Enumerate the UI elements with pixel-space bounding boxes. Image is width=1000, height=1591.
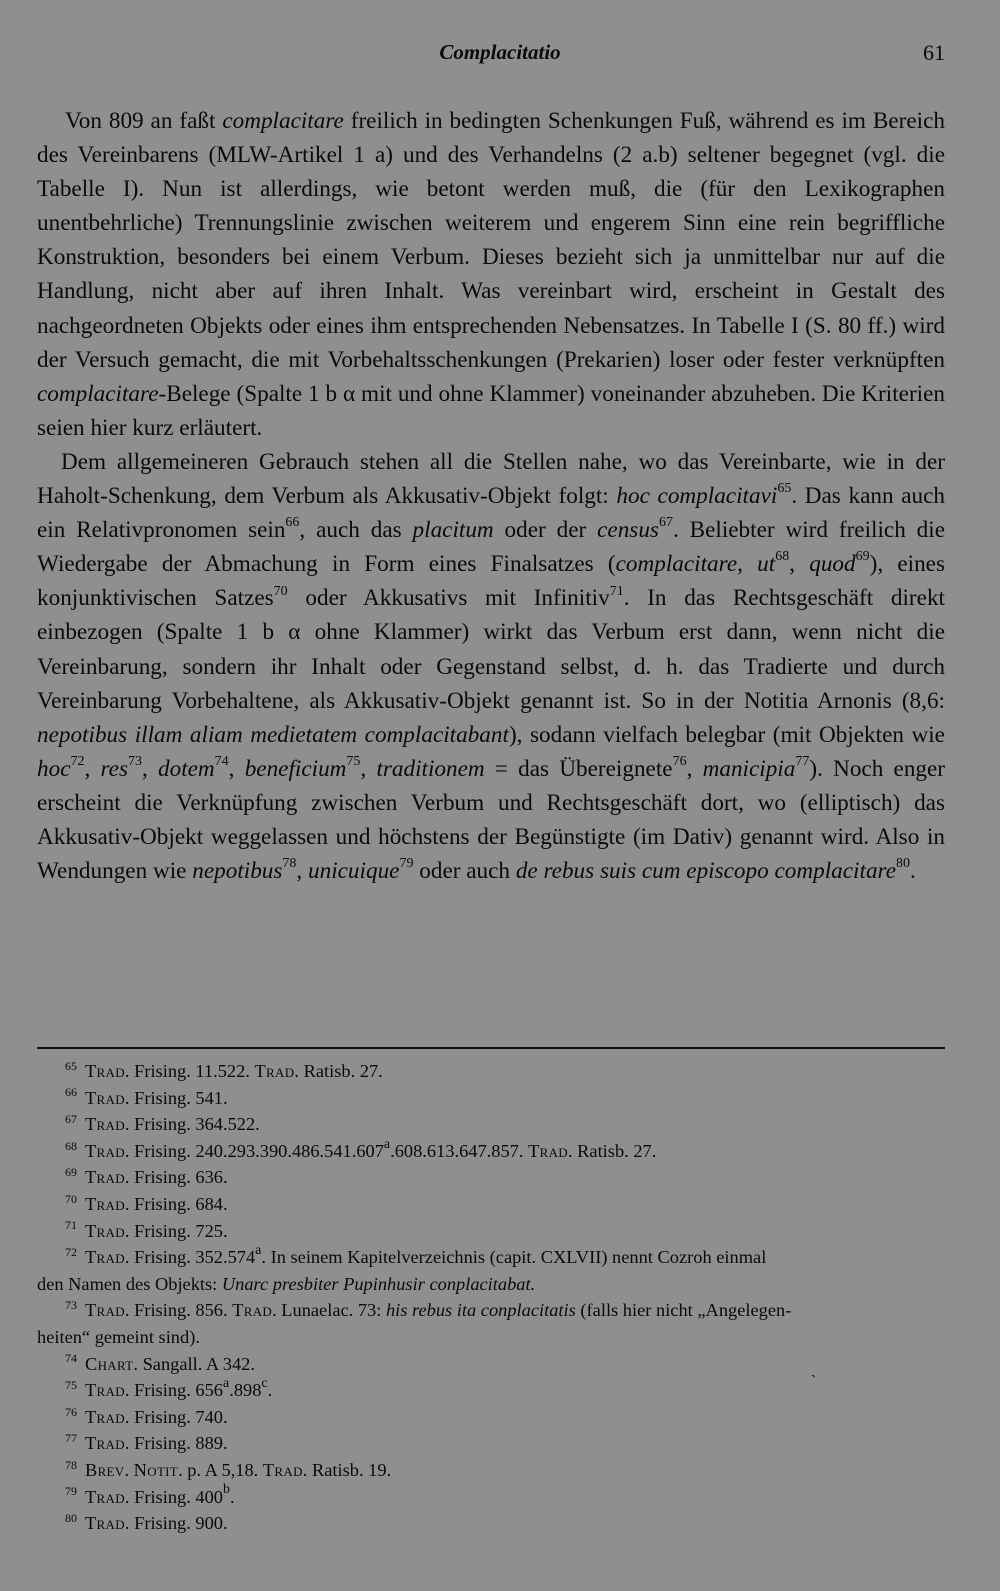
text-run: . Lunaelac. 73: xyxy=(272,1300,386,1321)
footnote-67: 67 Trad. Frising. 364.522. xyxy=(65,1112,260,1135)
footnote-76: 76 Trad. Frising. 740. xyxy=(65,1404,228,1427)
text-run: . Frising. 900. xyxy=(124,1513,228,1534)
text-run-italic: hoc xyxy=(37,755,71,782)
footnote-73: 73 Trad. Frising. 856. Trad. Lunaelac. 73: his rebus ita conplacitatis (falls hier nicht „Angelegen- heiten“ gemeint sind). xyxy=(37,1297,945,1350)
text-run: -Belege (Spalte 1 b α mit und ohne Klammer) voneinander abzuheben. Die Kriterien seien hier kurz erläutert. xyxy=(37,380,945,441)
text-run: Dem allgemeineren Gebrauch stehen all die Stellen nahe, wo das Vereinbarte, wie in der Haholt-Schenkung, dem Verbum als Akkusativ-Objekt folgt: xyxy=(37,448,945,510)
abbrev: Trad xyxy=(85,1380,125,1401)
stray-mark: ˋ xyxy=(811,1373,817,1390)
text-run: . Das kann auch ein Relativpronomen sein xyxy=(37,483,945,544)
footnote-ref: 65 xyxy=(777,481,792,497)
abbrev: Trad xyxy=(528,1140,568,1161)
text-run: . Ratisb. 19. xyxy=(302,1459,392,1480)
text-run-italic: manicipia xyxy=(702,755,796,782)
footnote-80: 80 Trad. Frising. 900. xyxy=(65,1510,228,1534)
text-run: . xyxy=(267,1380,273,1401)
text-run-italic: complacitare, ut xyxy=(615,551,776,578)
footnote-ref: 70 xyxy=(273,583,288,599)
text-run: . Frising. 364.522. xyxy=(124,1114,260,1135)
footnote-continuation: heiten“ gemeint sind). xyxy=(37,1326,200,1347)
text-run: . Ratisb. 27. xyxy=(294,1061,383,1081)
paragraph-1 xyxy=(37,104,945,445)
text-run: . Frising. 856. xyxy=(124,1300,233,1321)
footnote-66: 66 Trad. Frising. 541. xyxy=(65,1085,228,1108)
text-run: = das Übereignete xyxy=(484,755,673,782)
footnote-ref: 72 xyxy=(70,754,85,770)
text-run: , xyxy=(228,755,245,782)
text-run: oder der xyxy=(493,517,598,544)
text-run: ), eines konjunktivischen Satzes xyxy=(37,551,945,612)
footnote-ref: 76 xyxy=(672,754,687,770)
footnote-79: 79 Trad. Frising. 400$^b$. xyxy=(65,1482,235,1507)
text-run: . Frising. 740. xyxy=(124,1406,228,1427)
footnote-ref: 69 xyxy=(855,549,870,565)
footnote-78: 78 Brev. Notit. p. A 5,18. Trad. Ratisb. 19. xyxy=(65,1457,392,1480)
text-run: . xyxy=(910,858,916,885)
superscript: b xyxy=(223,1482,230,1498)
abbrev: Trad xyxy=(232,1300,273,1321)
abbrev: Trad xyxy=(85,1247,125,1268)
text-run: Von 809 an faßt xyxy=(65,108,223,134)
footnote-ref: 77 xyxy=(795,754,810,770)
running-header xyxy=(0,34,1000,70)
superscript: a xyxy=(255,1243,262,1259)
text-run-italic: quod xyxy=(809,551,856,578)
footnote-ref: 73 xyxy=(127,754,142,770)
text-run-italic: complacitare xyxy=(37,380,159,407)
footnote-rule xyxy=(37,1047,945,1049)
footnote-69: 69 Trad. Frising. 636. xyxy=(65,1165,228,1188)
text-run: , xyxy=(686,755,703,782)
text-run: . Frising. 352.574 xyxy=(124,1247,256,1268)
abbrev: Trad xyxy=(85,1220,125,1241)
footnotes xyxy=(37,1058,945,1537)
footnote-ref: 75 xyxy=(346,754,361,770)
text-run: . Frising. 636. xyxy=(124,1167,228,1188)
text-run: . In das Rechtsgeschäft direkt einbezogen (Spalte 1 b α ohne Klammer) wirkt das Verbum erst dann, wenn nicht die Vereinbarung, sondern ihr Inhalt oder Gegenstand selbst, d. h. das Tradierte und durch Vereinbarung Vorbehaltene, als Akkusativ-Objekt genannt ist. So in der Notitia Arnonis (8,6: xyxy=(37,585,945,714)
text-run: , auch das xyxy=(299,517,413,544)
footnote-75: 75 Trad. Frising. 656$^a$.898$^c$. xyxy=(65,1376,273,1401)
footnote-65: 65 Trad. Frising. 11.522. Trad. Ratisb. 27. xyxy=(65,1058,383,1081)
footnote-70: 70 Trad. Frising. 684. xyxy=(65,1191,228,1214)
text-run: . Frising. 889. xyxy=(124,1433,228,1454)
footnote-77: 77 Trad. Frising. 889. xyxy=(65,1431,228,1454)
text-run: . Frising. 684. xyxy=(124,1193,228,1214)
text-run-italic: hoc complacitavi xyxy=(616,483,778,510)
abbrev: Trad xyxy=(254,1061,295,1081)
text-run: . Frising. 541. xyxy=(124,1087,228,1108)
text-run: . Ratisb. 27. xyxy=(567,1140,657,1161)
abbrev: Trad xyxy=(262,1459,303,1480)
page-number: 61 xyxy=(923,40,945,65)
text-run: . Sangall. A 342. xyxy=(133,1353,255,1374)
running-title: Complacitatio xyxy=(439,40,561,64)
text-run: . p. A 5,18. xyxy=(178,1459,263,1480)
text-run-italic: unicuique xyxy=(308,858,400,885)
footnote-ref: 79 xyxy=(399,856,414,872)
text-run: , xyxy=(84,755,101,782)
text-run: , xyxy=(141,755,158,782)
footnote-ref: 80 xyxy=(896,856,910,872)
footnote-ref: 71 xyxy=(609,583,624,599)
text-run-italic: placitum xyxy=(412,517,494,544)
text-run: . xyxy=(124,1459,134,1480)
text-run-italic: complacitare xyxy=(222,108,344,134)
text-run: freilich in bedingten Schenkungen Fuß, während es im Bereich des Vereinbarens (MLW-Artikel 1 a) und des Verhandelns (2 a.b) seltener begegnet (vgl. die Tabelle I). Nun ist allerdings, wie betont werden muß, die (für den Lexikographen unentbehrliche) Trennungslinie zwischen weiterem und engerem Sinn eine rein begriffliche Konstruktion, besonders bei einem Verbum. Dieses bezieht sich ja unmittelbar nur auf die Handlung, nicht aber auf ihren Inhalt. Was vereinbart wird, erscheint in Gestalt des nachgeordneten Objekts oder eines ihm entsprechenden Nebensatzes. In Tabelle I (S. 80 ff.) wird der Versuch gemacht, die mit Vorbehaltsschenkungen (Prekarien) loser oder fester verknüpften xyxy=(37,108,945,373)
text-run: , xyxy=(789,551,810,578)
footnote-ref: 74 xyxy=(214,754,229,770)
abbrev: Trad xyxy=(85,1140,125,1161)
text-run: .608.613.647.857. xyxy=(390,1140,529,1161)
paragraph-2 xyxy=(37,445,945,888)
text-run: .898 xyxy=(229,1380,262,1401)
superscript: c xyxy=(261,1376,268,1391)
text-run: . Beliebter wird freilich die Wiedergabe der Abmachung in Form eines Finalsatzes ( xyxy=(37,517,946,578)
footnote-72: 72 Trad. Frising. 352.574$^a$. In seinem Kapitelverzeichnis (capit. CXLVII) nennt Cozroh einmal den Namen des Objekts: Unarc presbiter Pupinhusir conplacitabat. xyxy=(37,1244,945,1297)
footnote-74: 74 Chart. Sangall. A 342. xyxy=(65,1351,255,1374)
abbrev: Trad xyxy=(85,1300,125,1321)
abbrev: Trad xyxy=(85,1061,125,1081)
superscript: a xyxy=(383,1136,391,1152)
text-run: (falls hier nicht „Angelegen- xyxy=(575,1300,792,1321)
text-run: . Frising. 11.522. xyxy=(124,1061,255,1081)
superscript: a xyxy=(223,1376,230,1391)
text-run: . Frising. 725. xyxy=(124,1220,228,1241)
abbrev: Notit xyxy=(133,1459,179,1480)
text-run-italic: nepotibus xyxy=(192,858,283,885)
text-run-italic: census xyxy=(597,517,659,544)
text-run: . xyxy=(230,1486,235,1507)
text-run-italic: res xyxy=(100,755,128,782)
footnote-ref: 66 xyxy=(285,515,300,531)
text-run: ). Noch enger erscheint die Verknüpfung zwischen Verbum und Rechtsgeschäft dort, wo (elliptisch) das Akkusativ-Objekt weggelassen und höchstens der Begünstigte (im Dativ) genannt wird. Also in Wendungen wie xyxy=(37,755,946,885)
footnote-68: 68 Trad. Frising. 240.293.390.486.541.607$^a$.608.613.647.857. Trad. Ratisb. 27. xyxy=(65,1136,657,1161)
main-text xyxy=(37,104,945,888)
abbrev: Trad xyxy=(85,1406,125,1427)
footnote-71: 71 Trad. Frising. 725. xyxy=(65,1218,228,1241)
text-run-italic: nepotibus illam aliam medietatem complacitabant xyxy=(37,721,509,748)
footnote-ref: 78 xyxy=(282,856,297,872)
text-run-italic: dotem xyxy=(158,755,215,782)
text-run: oder auch xyxy=(413,858,516,885)
abbrev: Trad xyxy=(85,1114,125,1135)
text-run: den Namen des Objekts: xyxy=(37,1273,222,1294)
abbrev: Brev xyxy=(85,1459,125,1480)
abbrev: Trad xyxy=(85,1193,125,1214)
abbrev: Trad xyxy=(85,1513,125,1534)
abbrev: Trad xyxy=(85,1167,125,1188)
footnote-continuation xyxy=(37,1271,945,1298)
text-run: . Frising. 400 xyxy=(124,1486,223,1507)
text-run-italic: traditionem xyxy=(376,755,485,782)
abbrev: Trad xyxy=(85,1087,125,1108)
text-run-italic: de rebus suis cum episcopo complacitare xyxy=(515,858,896,885)
text-run: , xyxy=(296,858,309,885)
abbrev: Chart xyxy=(85,1353,134,1374)
footnote-ref: 68 xyxy=(775,549,790,565)
text-run-italic: his rebus ita conplacitatis xyxy=(385,1300,576,1321)
text-run-italic: beneficium xyxy=(244,755,347,782)
footnote-ref: 67 xyxy=(658,515,673,531)
text-run: . Frising. 240.293.390.486.541.607 xyxy=(124,1140,384,1161)
text-run: ), sodann vielfach belegbar (mit Objekten wie xyxy=(508,721,945,748)
text-run-italic: Unarc presbiter Pupinhusir conplacitabat. xyxy=(221,1273,536,1294)
text-run: . Frising. 656 xyxy=(124,1380,223,1401)
abbrev: Trad xyxy=(85,1486,125,1507)
text-run: oder Akkusativs mit Infinitiv xyxy=(287,585,610,612)
text-run: . In seinem Kapitelverzeichnis (capit. CXLVII) nennt Cozroh einmal xyxy=(261,1247,767,1268)
text-run: , xyxy=(360,755,377,782)
abbrev: Trad xyxy=(85,1433,125,1454)
